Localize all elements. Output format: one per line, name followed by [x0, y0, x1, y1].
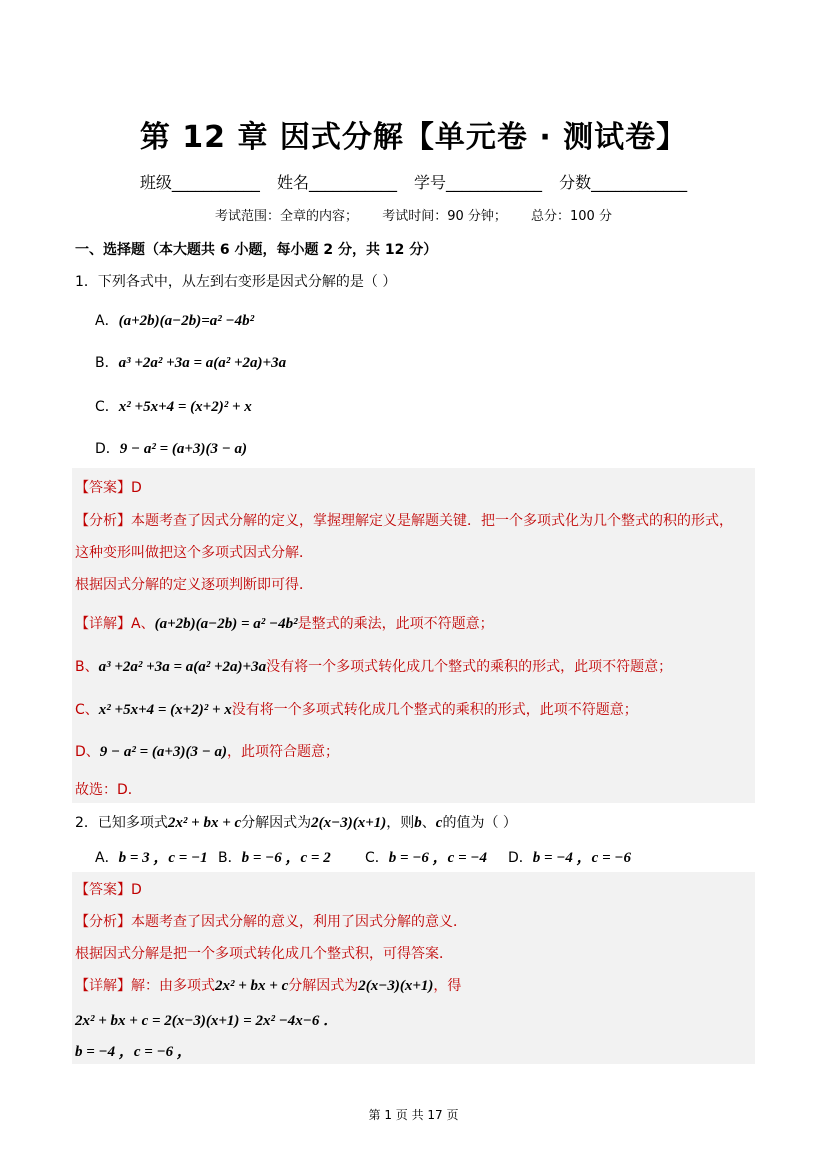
option-label: C． [365, 850, 389, 866]
q1-answer: 【答案】D [75, 480, 142, 496]
q2-answer: 【答案】D [75, 882, 142, 898]
stem-expression: c [435, 815, 443, 831]
detail-expression: (a+2b)(a−2b) = a² −4b² [154, 616, 298, 632]
stem-text: ，则 [386, 815, 415, 831]
option-label: D． [508, 850, 533, 866]
option-expression: a³ +2a² +3a = a(a² +2a)+3a [118, 355, 287, 371]
q2-option-b [218, 846, 331, 867]
option-expression: 9 − a² = (a+3)(3 − a) [119, 441, 248, 457]
q1-detail-b [75, 656, 672, 676]
detail-text: 是整式的乘法，此项不符题意； [297, 616, 494, 632]
q1-detail-a [75, 613, 494, 633]
option-label: B． [218, 850, 242, 866]
q2-analysis-line-1: 【分析】本题考查了因式分解的意义，利用了因式分解的意义． [75, 914, 467, 930]
q1-option-c [95, 396, 252, 416]
section-heading: 一、选择题（本大题共 6 小题，每小题 2 分，共 12 分） [75, 242, 438, 258]
q1-detail-c [75, 699, 638, 719]
option-expression: b = −6 ，c = 2 [241, 850, 331, 866]
student-id-field: 学号____________ [414, 173, 543, 192]
q2-option-d [508, 846, 631, 867]
option-expression: b = −6 ，c = −4 [388, 850, 487, 866]
option-label: B． [95, 355, 119, 371]
exam-total: 总分：100 分 [531, 209, 612, 224]
stem-expression: 2x² + bx + c [167, 815, 242, 831]
q2-option-a [95, 846, 208, 867]
detail-text: ，此项符合题意； [227, 744, 340, 760]
detail-expression: b = −4 ，c = −6 ， [75, 1044, 192, 1060]
option-label: A． [95, 313, 119, 329]
option-expression: x² +5x+4 = (x+2)² + x [118, 399, 252, 415]
stem-text: 、 [421, 815, 436, 831]
name-field: 姓名___________ [276, 173, 397, 192]
detail-expression: 9 − a² = (a+3)(3 − a) [99, 744, 228, 760]
q2-option-c [365, 846, 487, 867]
exam-scope: 考试范围：全章的内容； [215, 209, 359, 224]
detail-prefix: B、 [75, 659, 99, 675]
q2-detail-line-2 [75, 1009, 338, 1030]
q1-analysis-line-2: 这种变形叫做把这个多项式因式分解． [75, 545, 313, 561]
q2-solution-box [72, 872, 755, 1064]
score-field: 分数____________ [559, 173, 688, 192]
detail-expression: 2x² + bx + c = 2(x−3)(x+1) = 2x² −4x−6 ． [75, 1013, 339, 1029]
page-title: 第 12 章 因式分解【单元卷 · 测试卷】 [139, 120, 688, 155]
option-expression: b = 3 ，c = −1 [118, 850, 208, 866]
q1-option-d [95, 438, 247, 458]
question-1-stem: 1．下列各式中，从左到右变形是因式分解的是（ ） [75, 274, 397, 290]
stem-expression: 2(x−3)(x+1) [311, 815, 387, 831]
option-label: A． [95, 850, 119, 866]
detail-text: 没有将一个多项式转化成几个整式的乘积的形式，此项不符题意； [231, 702, 638, 718]
exam-time: 考试时间：90 分钟； [382, 209, 507, 224]
q1-choose: 故选：D． [75, 782, 142, 798]
q2-analysis-line-2: 根据因式分解是把一个多项式转化成几个整式积，可得答案． [75, 946, 453, 962]
detail-text: ，得 [433, 978, 462, 994]
page-footer: 第 1 页 共 17 页 [368, 1108, 459, 1122]
q2-detail-line-3 [75, 1040, 192, 1061]
q1-analysis-line-1: 【分析】本题考查了因式分解的定义，掌握理解定义是解题关键．把一个多项式化为几个整式的积的形式， [75, 513, 733, 529]
detail-expression: a³ +2a² +3a = a(a² +2a)+3a [98, 659, 267, 675]
exam-scope-row [0, 205, 827, 224]
detail-expression: 2x² + bx + c [215, 978, 289, 994]
q1-analysis-line-3: 根据因式分解的定义逐项判断即可得． [75, 577, 313, 593]
option-expression: b = −4 ，c = −6 [532, 850, 631, 866]
class-field: 班级___________ [139, 173, 260, 192]
q1-option-a [95, 310, 254, 330]
stem-text: 2．已知多项式 [75, 815, 168, 831]
detail-expression: x² +5x+4 = (x+2)² + x [98, 702, 232, 718]
detail-prefix: D、 [75, 744, 100, 760]
option-label: C． [95, 399, 119, 415]
detail-expression: 2(x−3)(x+1) [358, 978, 434, 994]
option-expression: (a+2b)(a−2b)=a² −4b² [118, 313, 255, 329]
option-label: D． [95, 441, 120, 457]
detail-prefix: C、 [75, 702, 99, 718]
stem-expression: b [414, 815, 422, 831]
q1-option-b [95, 352, 286, 372]
q1-detail-d [75, 741, 339, 761]
stem-text: 分解因式为 [241, 815, 312, 831]
detail-text: 【详解】解：由多项式 [75, 978, 215, 994]
detail-prefix: 【详解】A、 [75, 616, 155, 632]
student-info-row [0, 170, 827, 193]
detail-text: 分解因式为 [288, 978, 359, 994]
detail-text: 没有将一个多项式转化成几个整式的乘积的形式，此项不符题意； [266, 659, 673, 675]
stem-text: 的值为（ ） [442, 815, 517, 831]
question-2-stem [75, 812, 517, 832]
q2-detail-line-1 [75, 975, 461, 995]
